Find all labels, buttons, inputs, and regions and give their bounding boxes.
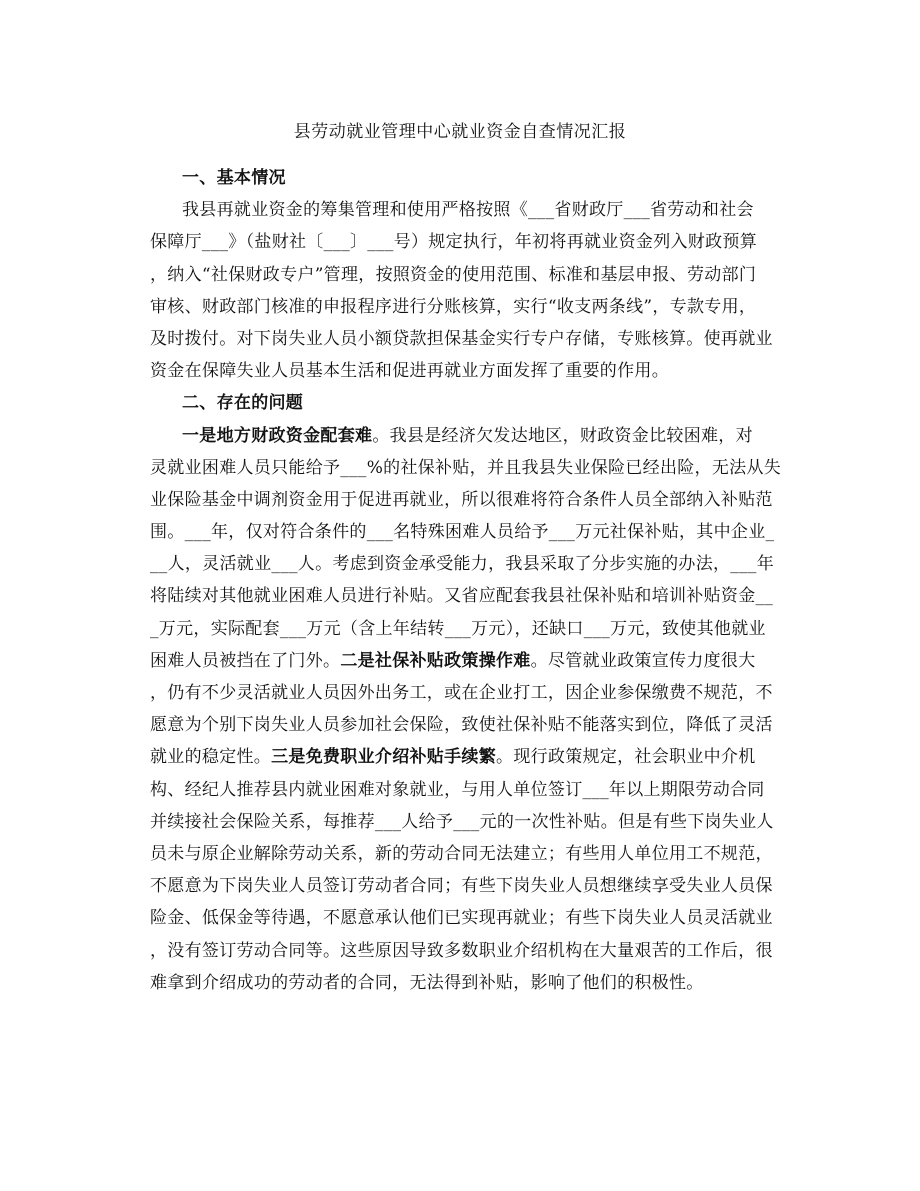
document-body: [150, 162, 780, 999]
paragraph-line: 将陆续对其他就业困难人员进行补贴。又省应配套我县社保补贴和培训补贴资金__: [150, 586, 774, 607]
problem-one-heading: 一是地方财政资金配套难: [182, 425, 373, 446]
paragraph-line: 不愿意为下岗失业人员签订劳动者合同；有些下岗失业人员想继续享受失业人员保: [150, 876, 773, 897]
paragraph-text: 。尽管就业政策宣传力度很大: [530, 650, 756, 671]
paragraph-line: [150, 420, 780, 452]
document-title: 县劳动就业管理中心就业资金自查情况汇报: [293, 122, 627, 142]
paragraph-text: 。现行政策规定，社会职业中介机: [496, 747, 756, 768]
paragraph-line: ，仍有不少灵活就业人员因外出务工，或在企业打工，因企业参保缴费不规范，不: [150, 683, 773, 703]
paragraph-line: __人，灵活就业___人。考虑到资金承受能力，我县采取了分步实施的办法，___年: [150, 554, 774, 575]
paragraph-line: ，没有签订劳动合同等。这些原因导致多数职业介绍机构在大量艰苦的工作后，很: [150, 940, 773, 961]
paragraph-line: _万元，实际配套___万元（含上年结转___万元），还缺口___万元，致使其他就业: [150, 618, 766, 639]
paragraph-line: 审核、财政部门核准的申报程序进行分账核算，实行“收支两条线”，专款专用，: [150, 296, 757, 317]
problem-three-heading: 三是免费职业介绍补贴手续繁: [271, 747, 497, 768]
paragraph-line: 并续接社会保险关系，每推荐___人给予___元的一次性补贴。但是有些下岗失业人: [150, 811, 774, 832]
paragraph-line: 业保险基金中调剂资金用于促进再就业，所以很难将符合条件人员全部纳入补贴范: [150, 489, 773, 510]
paragraph-line: 愿意为个别下岗失业人员参加社会保险，致使社保补贴不能落实到位，降低了灵活: [150, 715, 773, 736]
paragraph-line: 构、经纪人推荐县内就业困难对象就业，与用人单位签订___年以上期限劳动合同: [150, 779, 765, 800]
paragraph-line: 围。___年，仅对符合条件的___名特殊困难人员给予___万元社保补贴，其中企业_: [150, 522, 775, 543]
paragraph-line: 险金、低保金等待遇，不愿意承认他们已实现再就业；有些下岗失业人员灵活就业: [150, 908, 773, 929]
paragraph-line: 灵就业困难人员只能给予___%的社保补贴，并且我县失业保险已经出险，无法从失: [150, 457, 782, 478]
section-heading-existing-problems: 二、存在的问题: [182, 393, 304, 414]
section-heading-basic-situation: 一、基本情况: [182, 168, 286, 188]
paragraph-text: 就业的稳定性。: [150, 747, 272, 768]
paragraph-line: ，纳入“社保财政专户”管理，按照资金的使用范围、标准和基层申报、劳动部门: [150, 264, 757, 285]
paragraph-text: 。我县是经济欠发达地区，财政资金比较困难，对: [372, 425, 753, 446]
paragraph-line: 员未与原企业解除劳动关系，新的劳动合同无法建立；有些用人单位用工不规范，: [150, 843, 773, 864]
paragraph-line: 资金在保障失业人员基本生活和促进再就业方面发挥了重要的作用。: [150, 361, 669, 382]
paragraph-line: 我县再就业资金的筹集管理和使用严格按照《___省财政厅___省劳动和社会: [182, 200, 754, 221]
paragraph-line: 及时拨付。对下岗失业人员小额贷款担保基金实行专户存储，专账核算。使再就业: [150, 328, 773, 349]
paragraph-line: 难拿到介绍成功的劳动者的合同，无法得到补贴，影响了他们的积极性。: [150, 972, 704, 993]
paragraph-line: 保障厅___》（盐财社〔___〕___号）规定执行，年初将再就业资金列入财政预算: [150, 232, 757, 253]
paragraph-text: 困难人员被挡在了门外。: [150, 650, 341, 671]
problem-two-heading: 二是社保补贴政策操作难: [340, 650, 531, 671]
paragraph-line: [150, 741, 780, 773]
paragraph-line: [150, 645, 780, 677]
